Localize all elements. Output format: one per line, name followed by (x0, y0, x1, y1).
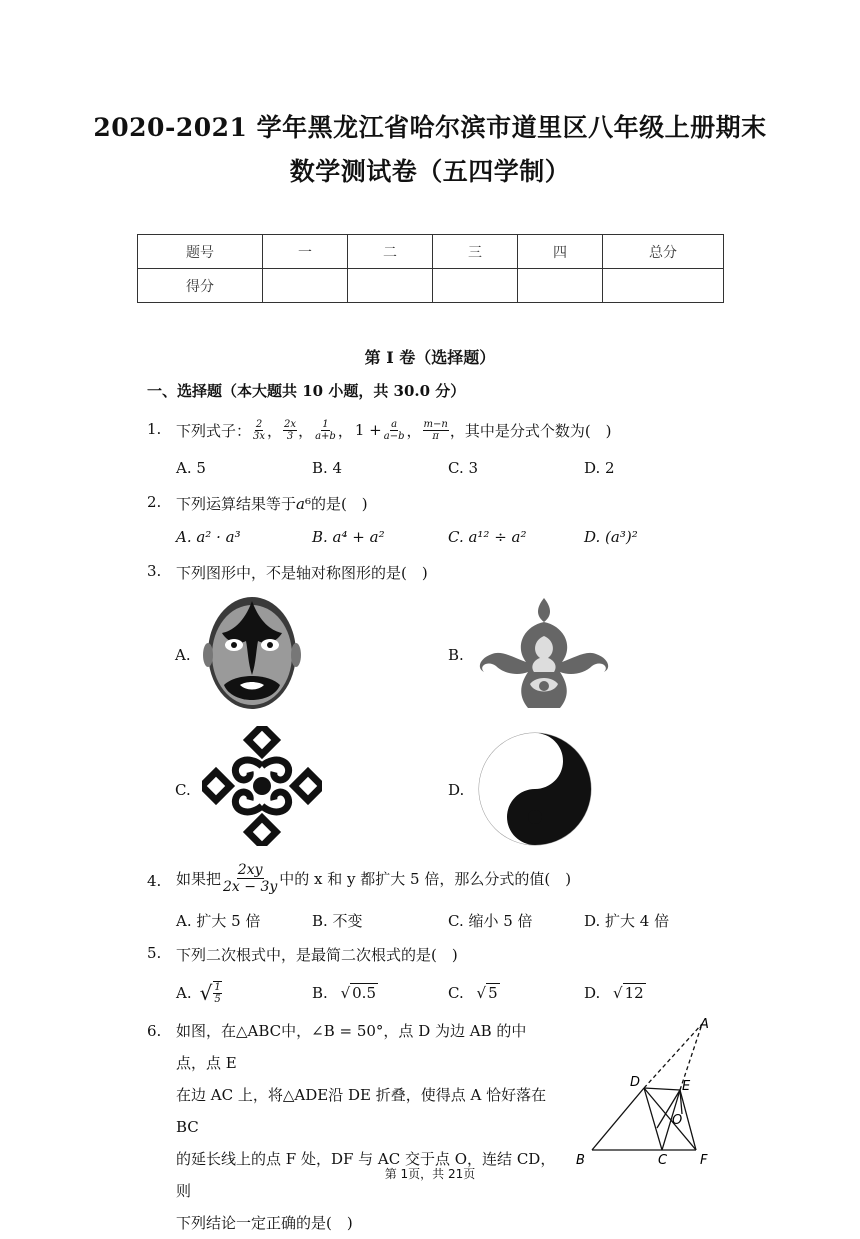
option-d[interactable]: D. (448, 781, 465, 799)
question-number: 3. (147, 562, 162, 580)
option-d[interactable]: D. 2 (584, 459, 615, 477)
figure-label: F (700, 1153, 708, 1168)
fraction: $\frac{2}{3x}$ (253, 418, 266, 442)
option-d[interactable]: D. 扩大 4 倍 (584, 912, 670, 930)
fraction: $\frac{1}{a+b}$ (315, 418, 336, 442)
fraction: $\frac{2xy}{2x - 3y}$ (223, 861, 278, 895)
section-heading: 一、选择题（本大题共 10 小题，共 30.0 分） (147, 382, 466, 400)
score-table-score-row (138, 269, 724, 303)
option-b[interactable]: B. 4 (312, 459, 343, 477)
q1-prefix: 下列式子： (176, 421, 252, 440)
figure-label: E (682, 1079, 691, 1094)
option-c[interactable]: C. 3 (448, 459, 479, 477)
option-b[interactable]: B. (448, 646, 464, 664)
fraction: $\frac{1}{5}$ (214, 982, 221, 1005)
score-input-cell[interactable] (348, 269, 433, 303)
part-title: 第 I 卷（选择题） (364, 348, 496, 367)
option-b[interactable]: B. 不变 (312, 912, 363, 930)
option-a[interactable]: A. 5 (176, 459, 206, 477)
score-input-cell[interactable] (263, 269, 348, 303)
score-input-cell[interactable] (518, 269, 603, 303)
table-cell: 题号 (138, 235, 263, 269)
opera-mask-icon (202, 593, 302, 713)
option-b[interactable]: B. a⁴ + a² (312, 528, 385, 546)
fraction: $\frac{2x}{3}$ (284, 418, 297, 442)
question-1-stem: 下列式子： $\frac{2}{3x}$ ， $\frac{2x}{3}$ ， $\frac{1}{a+b}$ ， 1 + $\frac{a}{a-b}$ ， $\frac{m-n}{\pi}$ ，其中是分式个数为( ) (176, 418, 612, 442)
score-table-header-row (138, 235, 724, 269)
knot-pattern-icon (202, 726, 322, 846)
option-c[interactable]: C. 缩小 5 倍 (448, 912, 533, 930)
question-number: 2. (147, 493, 162, 511)
option-d[interactable]: D. √ 12 (584, 984, 644, 1002)
ornament-icon (474, 596, 614, 714)
table-cell: 三 (433, 235, 518, 269)
question-6-stem: 如图，在△ABC中，∠B = 50°，点 D 为边 AB 的中点，点 E 在边 AC 上，将△ADE沿 DE 折叠，使得点 A 恰好落在 BC 的延长线上的点 F 处，DF 与 AC 交于点 O，连结 CD，则 下列结论一定正确的是( ) (176, 1022, 556, 1232)
yin-yang-icon (476, 730, 594, 848)
figure-label: O (672, 1113, 683, 1128)
figure-label: C (658, 1153, 668, 1168)
option-a[interactable]: A. (175, 646, 191, 664)
question-3-stem: 下列图形中，不是轴对称图形的是( ) (176, 564, 428, 582)
option-c[interactable]: C. √ 5 (448, 984, 498, 1002)
option-a[interactable]: A. a² · a³ (176, 528, 241, 546)
option-c[interactable]: C. (175, 781, 191, 799)
option-a[interactable]: A. 扩大 5 倍 (176, 912, 261, 930)
question-2-stem: 下列运算结果等于𝑎⁶的是( ) (176, 495, 368, 513)
fraction: $\frac{a}{a-b}$ (383, 418, 405, 442)
score-table (137, 234, 724, 303)
table-cell: 二 (348, 235, 433, 269)
question-number: 4. (147, 872, 162, 890)
question-number: 1. (147, 420, 162, 438)
fraction: $\frac{m-n}{\pi}$ (423, 418, 448, 442)
option-a[interactable]: A. √ $\frac{1}{5}$ (176, 981, 221, 1005)
question-4-stem: 如果把 $\frac{2xy}{2x - 3y}$ 中的 x 和 y 都扩大 5 倍，那么分式的值( ) (176, 861, 572, 895)
score-input-cell[interactable] (603, 269, 724, 303)
option-c[interactable]: C. a¹² ÷ a² (448, 528, 527, 546)
option-d[interactable]: D. (a³)² (584, 528, 638, 546)
table-cell: 一 (263, 235, 348, 269)
question-number: 6. (147, 1022, 162, 1040)
figure-label: A (700, 1017, 709, 1032)
figure-label: B (576, 1153, 585, 1168)
figure-label: D (630, 1075, 641, 1090)
exam-title-line-1: 2020-2021 学年黑龙江省哈尔滨市道里区八年级上册期末 (93, 113, 767, 142)
table-cell: 四 (518, 235, 603, 269)
exam-title-line-2: 数学测试卷（五四学制） (289, 157, 571, 186)
table-cell: 总分 (603, 235, 724, 269)
score-input-cell[interactable] (433, 269, 518, 303)
option-b[interactable]: B. √ 0.5 (312, 984, 376, 1002)
triangle-fold-figure (572, 1010, 722, 1170)
page-number: 第 1页，共 21页 (384, 1167, 476, 1181)
table-cell: 得分 (138, 269, 263, 303)
question-number: 5. (147, 944, 162, 962)
question-5-stem: 下列二次根式中，是最简二次根式的是( ) (176, 946, 458, 964)
